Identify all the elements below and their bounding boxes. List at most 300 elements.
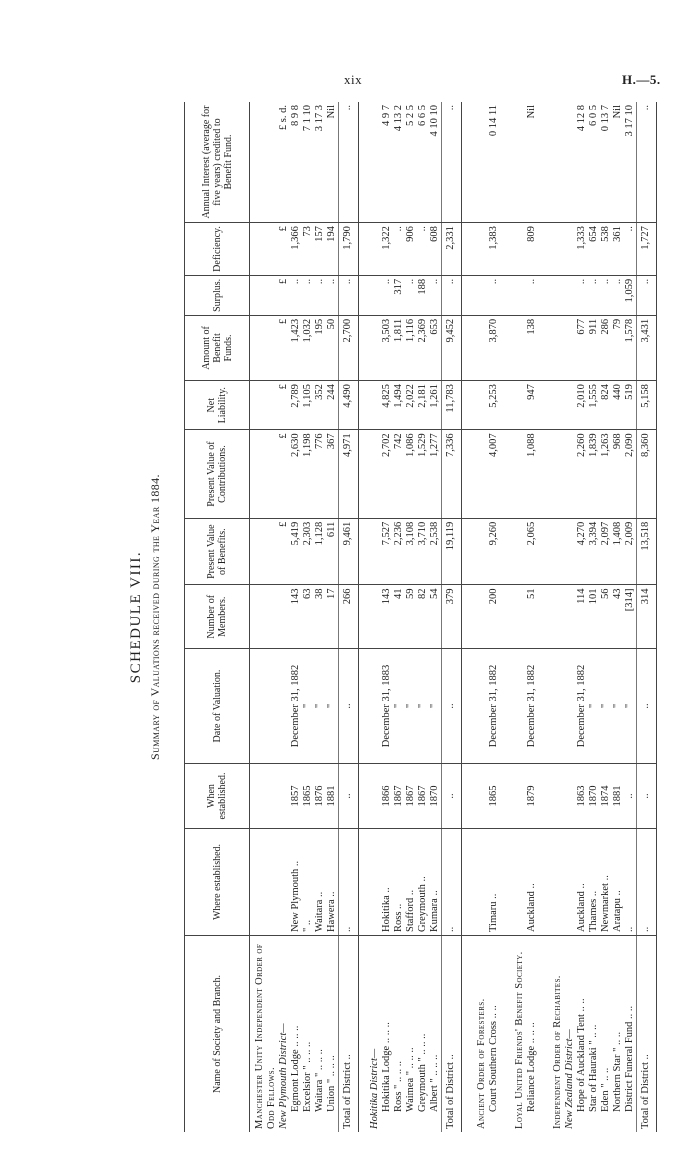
table-cell: 4,270 — [576, 518, 588, 585]
table-cell: 611 — [326, 518, 339, 585]
table-cell — [369, 585, 381, 649]
schedule-title: SCHEDULE VIII. — [128, 550, 144, 684]
table-cell: 317 — [393, 275, 405, 315]
table-cell — [472, 649, 488, 764]
district-row — [278, 102, 290, 1132]
table-cell: 5,158 — [637, 381, 657, 430]
table-cell: 3,431 — [637, 315, 657, 380]
table-cell: 56 — [600, 585, 612, 649]
table-cell: 195 — [314, 315, 326, 380]
table-cell: 7 1 10 — [302, 102, 314, 223]
table-cell: 143 — [290, 585, 302, 649]
table-cell: " — [588, 649, 600, 764]
table-cell: " .. — [302, 829, 314, 936]
table-cell: 352 — [314, 381, 326, 430]
table-cell: 1,578 — [624, 315, 637, 380]
total-row — [442, 102, 462, 1132]
table-cell: 4,490 — [339, 381, 359, 430]
table-cell — [564, 585, 576, 649]
table-cell: Kumara .. — [429, 829, 442, 936]
table-cell — [538, 936, 548, 1133]
table-cell — [369, 223, 381, 276]
table-cell: Hokitika Lodge .. .. .. — [381, 1022, 392, 1112]
table-cell: 968 — [612, 430, 624, 518]
table-cell: 2,630 — [290, 430, 302, 518]
table-cell — [510, 829, 526, 936]
table-cell — [472, 275, 488, 315]
table-cell — [472, 430, 488, 518]
table-cell — [472, 764, 488, 829]
table-cell: 5 2 5 — [405, 102, 417, 223]
table-cell — [359, 381, 370, 430]
table-cell: 138 — [526, 315, 538, 380]
table-cell: Eden " .. .. — [600, 1067, 611, 1112]
table-cell — [538, 518, 548, 585]
table-cell — [359, 649, 370, 764]
table-cell — [500, 649, 510, 764]
table-cell — [369, 518, 381, 585]
table-cell: 1,261 — [429, 381, 442, 430]
table-cell: £ — [278, 518, 290, 585]
table-cell: 4 12 8 — [576, 102, 588, 223]
table-cell: 2,022 — [405, 381, 417, 430]
table-cell: 4 9 7 — [381, 102, 393, 223]
table-cell — [500, 275, 510, 315]
table-cell — [500, 315, 510, 380]
table-cell: 2,010 — [576, 381, 588, 430]
table-cell: 947 — [526, 381, 538, 430]
table-cell: Excelsior " .. .. .. — [302, 1041, 313, 1112]
table-cell: 143 — [381, 585, 393, 649]
table-cell — [500, 936, 510, 1133]
table-cell: Northern Star " .. .. — [612, 1031, 623, 1112]
table-cell: 9,260 — [488, 518, 500, 585]
table-cell: .. — [624, 223, 637, 276]
table-cell: 3,710 — [417, 518, 429, 585]
table-cell: 19,119 — [442, 518, 462, 585]
table-cell: Reliance Lodge .. .. .. — [526, 1022, 537, 1112]
table-cell: .. — [417, 223, 429, 276]
table-row — [612, 102, 624, 1132]
column-header: Amount of Benefit Funds. — [185, 315, 250, 380]
table-cell — [510, 518, 526, 585]
table-cell — [359, 315, 370, 380]
table-cell — [548, 518, 564, 585]
table-cell: 0 13 7 — [600, 102, 612, 223]
society-row — [250, 102, 279, 1132]
table-cell: 2,236 — [393, 518, 405, 585]
table-cell: 82 — [417, 585, 429, 649]
table-cell — [250, 649, 279, 764]
table-cell — [278, 829, 290, 936]
table-cell — [462, 315, 473, 380]
table-cell — [548, 430, 564, 518]
table-cell: 1,059 — [624, 275, 637, 315]
table-cell: 1,088 — [526, 430, 538, 518]
table-cell: Total of District .. — [637, 936, 657, 1133]
table-cell: " — [417, 649, 429, 764]
table-cell: 519 — [624, 381, 637, 430]
table-cell: New Plymouth District— — [278, 1023, 289, 1129]
table-cell: 2,097 — [600, 518, 612, 585]
table-cell: 4,825 — [381, 381, 393, 430]
table-cell — [462, 764, 473, 829]
table-cell: 1,529 — [417, 430, 429, 518]
table-cell: .. — [624, 764, 637, 829]
table-cell: 0 14 11 — [488, 102, 500, 223]
table-cell: 3,394 — [588, 518, 600, 585]
table-cell: Loyal United Friends' Benefit Society. — [514, 951, 525, 1129]
table-cell: " — [326, 649, 339, 764]
table-row — [393, 102, 405, 1132]
table-cell: 2,789 — [290, 381, 302, 430]
table-cell: Waimea " .. .. .. — [405, 1047, 416, 1112]
table-cell: Egmont Lodge .. .. .. — [290, 1025, 301, 1112]
table-cell: .. — [442, 764, 462, 829]
table-row — [488, 102, 500, 1132]
table-cell — [510, 764, 526, 829]
table-cell: 200 — [488, 585, 500, 649]
table-cell: " — [405, 649, 417, 764]
table-cell — [369, 275, 381, 315]
page-reference: H.—5. — [622, 72, 661, 87]
table-cell: 4 10 10 — [429, 102, 442, 223]
table-cell: 1,322 — [381, 223, 393, 276]
table-cell — [538, 381, 548, 430]
table-cell: Hokitika District— — [369, 1048, 380, 1129]
table-cell — [278, 764, 290, 829]
table-cell: [314] — [624, 585, 637, 649]
table-cell: 188 — [417, 275, 429, 315]
total-row — [637, 102, 657, 1132]
table-cell: £ s. d. — [278, 102, 290, 223]
table-cell: .. — [637, 649, 657, 764]
table-cell — [538, 315, 548, 380]
table-row — [600, 102, 612, 1132]
table-cell: Union " .. .. .. — [326, 1055, 337, 1112]
table-cell: £ — [278, 275, 290, 315]
column-header: Date of Valuation. — [185, 649, 250, 764]
table-cell — [548, 381, 564, 430]
table-cell: 63 — [302, 585, 314, 649]
table-cell: 1,494 — [393, 381, 405, 430]
table-cell: Independent Order of Rechabites. — [552, 975, 563, 1129]
table-cell: 50 — [326, 315, 339, 380]
table-cell — [500, 585, 510, 649]
table-cell — [510, 102, 526, 223]
table-cell: 2,702 — [381, 430, 393, 518]
table-cell: 194 — [326, 223, 339, 276]
column-header: When established. — [185, 764, 250, 829]
table-cell: 1870 — [588, 764, 600, 829]
table-cell: December 31, 1882 — [576, 649, 588, 764]
table-cell: .. — [314, 275, 326, 315]
table-cell: 654 — [588, 223, 600, 276]
table-cell: .. — [624, 829, 637, 936]
page-number: xix — [344, 72, 363, 87]
table-cell: 1867 — [417, 764, 429, 829]
table-cell — [462, 649, 473, 764]
table-cell: 1,263 — [600, 430, 612, 518]
table-cell: 3,108 — [405, 518, 417, 585]
table-cell — [462, 829, 473, 936]
table-cell: .. — [429, 275, 442, 315]
table-cell: 1,128 — [314, 518, 326, 585]
table-cell: Ross " .. .. .. — [393, 1061, 404, 1112]
schedule-subtitle: Summary of Valuations received during the Year 1884. — [148, 474, 162, 760]
table-cell: 1,555 — [588, 381, 600, 430]
district-row — [369, 102, 381, 1132]
table-cell — [538, 764, 548, 829]
table-cell: 79 — [612, 315, 624, 380]
table-cell — [472, 829, 488, 936]
table-cell: .. — [600, 275, 612, 315]
table-cell — [538, 649, 548, 764]
table-cell: 2,065 — [526, 518, 538, 585]
table-cell — [250, 430, 279, 518]
table-cell — [548, 829, 564, 936]
table-row — [381, 102, 393, 1132]
table-cell: Albert " .. .. .. — [429, 1054, 440, 1112]
rotated-schedule — [128, 102, 668, 1132]
table-cell: 59 — [405, 585, 417, 649]
table-cell — [369, 315, 381, 380]
table-cell: 824 — [600, 381, 612, 430]
table-cell — [538, 102, 548, 223]
table-cell — [510, 585, 526, 649]
table-cell — [564, 764, 576, 829]
table-row — [302, 102, 314, 1132]
table-cell — [548, 649, 564, 764]
table-cell: 4 13 2 — [393, 102, 405, 223]
table-cell: 13,518 — [637, 518, 657, 585]
table-cell: 1857 — [290, 764, 302, 829]
table-cell — [538, 585, 548, 649]
table-cell — [472, 518, 488, 585]
table-cell: 1,423 — [290, 315, 302, 380]
table-cell: Hawera .. — [326, 829, 339, 936]
table-row — [314, 102, 326, 1132]
table-cell: Timaru .. — [488, 829, 500, 936]
table-cell: 1863 — [576, 764, 588, 829]
table-cell — [500, 102, 510, 223]
table-cell: Greymouth " .. .. .. — [417, 1033, 428, 1112]
table-cell — [359, 764, 370, 829]
table-cell — [278, 585, 290, 649]
table-body — [250, 102, 657, 1132]
table-cell: 3 17 3 — [314, 102, 326, 223]
table-cell: 114 — [576, 585, 588, 649]
table-cell: .. — [381, 275, 393, 315]
table-cell: " — [624, 649, 637, 764]
table-cell — [500, 518, 510, 585]
table-cell: £ — [278, 430, 290, 518]
table-cell: 1881 — [326, 764, 339, 829]
table-cell: 1,333 — [576, 223, 588, 276]
column-header: Where established. — [185, 829, 250, 936]
table-cell: Thames .. — [588, 829, 600, 936]
table-row — [405, 102, 417, 1132]
table-cell: .. — [405, 275, 417, 315]
table-cell: 3,503 — [381, 315, 393, 380]
table-cell: 1865 — [302, 764, 314, 829]
table-cell: .. — [339, 764, 359, 829]
table-cell: " — [393, 649, 405, 764]
table-cell — [538, 430, 548, 518]
table-cell — [278, 649, 290, 764]
table-cell — [564, 381, 576, 430]
header-row — [185, 102, 250, 1132]
table-cell: .. — [526, 275, 538, 315]
table-cell — [510, 223, 526, 276]
table-cell — [538, 829, 548, 936]
table-cell: 41 — [393, 585, 405, 649]
table-cell: 5,419 — [290, 518, 302, 585]
table-cell: 2,538 — [429, 518, 442, 585]
table-cell: 2,260 — [576, 430, 588, 518]
table-cell — [359, 430, 370, 518]
table-cell: .. — [637, 275, 657, 315]
table-cell: 1,116 — [405, 315, 417, 380]
society-row — [548, 102, 564, 1132]
table-cell — [510, 430, 526, 518]
table-cell — [462, 102, 473, 223]
table-cell: 7,527 — [381, 518, 393, 585]
table-cell: Stafford .. — [405, 829, 417, 936]
table-cell: .. — [302, 275, 314, 315]
table-cell — [250, 315, 279, 380]
table-cell: .. — [442, 649, 462, 764]
table-cell: Hope of Auckland Tent .. .. — [576, 998, 587, 1112]
table-row — [417, 102, 429, 1132]
column-header: Surplus. — [185, 275, 250, 315]
spacer-row — [538, 102, 548, 1132]
table-cell — [500, 223, 510, 276]
table-cell: 742 — [393, 430, 405, 518]
table-cell — [359, 585, 370, 649]
spacer-row — [462, 102, 473, 1132]
table-cell: 906 — [405, 223, 417, 276]
table-cell: 6 0 5 — [588, 102, 600, 223]
table-cell: 2,700 — [339, 315, 359, 380]
table-cell — [250, 518, 279, 585]
table-cell — [359, 102, 370, 223]
table-cell: Star of Hauraki " .. .. — [588, 1024, 599, 1112]
table-cell — [359, 518, 370, 585]
table-cell — [564, 649, 576, 764]
table-cell: 8 9 8 — [290, 102, 302, 223]
table-cell: 776 — [314, 430, 326, 518]
table-cell: .. — [442, 829, 462, 936]
table-row — [576, 102, 588, 1132]
table-cell: 1,105 — [302, 381, 314, 430]
column-header: Number of Members. — [185, 585, 250, 649]
total-row — [339, 102, 359, 1132]
table-cell: 1,198 — [302, 430, 314, 518]
table-cell — [462, 936, 473, 1133]
table-cell: 440 — [612, 381, 624, 430]
table-cell — [462, 275, 473, 315]
society-row — [510, 102, 526, 1132]
table-cell — [548, 102, 564, 223]
table-cell: " — [612, 649, 624, 764]
table-cell — [500, 829, 510, 936]
table-cell: District Funeral Fund .. .. — [624, 1005, 635, 1112]
table-cell — [548, 764, 564, 829]
table-cell: 1870 — [429, 764, 442, 829]
table-cell — [359, 275, 370, 315]
table-cell: 379 — [442, 585, 462, 649]
table-cell: Auckland .. — [576, 829, 588, 936]
table-cell: " — [314, 649, 326, 764]
table-cell: 266 — [339, 585, 359, 649]
table-cell — [564, 315, 576, 380]
table-cell — [564, 275, 576, 315]
table-cell — [564, 430, 576, 518]
column-header: Name of Society and Branch. — [185, 936, 250, 1133]
table-cell: 2,303 — [302, 518, 314, 585]
table-cell — [500, 430, 510, 518]
table-row — [290, 102, 302, 1132]
table-cell: 4,007 — [488, 430, 500, 518]
table-cell: 11,783 — [442, 381, 462, 430]
table-cell — [359, 936, 370, 1133]
table-cell — [462, 381, 473, 430]
table-cell: .. — [339, 649, 359, 764]
table-cell: 3 17 10 — [624, 102, 637, 223]
table-cell: 809 — [526, 223, 538, 276]
table-cell: 538 — [600, 223, 612, 276]
table-cell — [369, 381, 381, 430]
table-cell — [548, 315, 564, 380]
table-cell: 286 — [600, 315, 612, 380]
table-cell — [359, 223, 370, 276]
column-header: Present Value of Benefits. — [185, 518, 250, 585]
table-cell: 911 — [588, 315, 600, 380]
table-cell: £ — [278, 223, 290, 276]
table-cell — [510, 649, 526, 764]
table-cell: .. — [442, 102, 462, 223]
table-cell — [250, 381, 279, 430]
table-cell: Waitara .. — [314, 829, 326, 936]
table-cell — [510, 315, 526, 380]
table-cell: .. — [576, 275, 588, 315]
table-cell: £ — [278, 381, 290, 430]
table-cell — [369, 430, 381, 518]
table-cell — [538, 275, 548, 315]
table-cell — [538, 223, 548, 276]
table-cell: December 31, 1882 — [488, 649, 500, 764]
table-cell — [369, 764, 381, 829]
valuations-table — [184, 102, 657, 1132]
table-cell — [250, 275, 279, 315]
table-cell — [472, 381, 488, 430]
table-cell: " — [429, 649, 442, 764]
table-cell: 101 — [588, 585, 600, 649]
table-cell: 7,336 — [442, 430, 462, 518]
table-cell: 2,369 — [417, 315, 429, 380]
table-cell — [564, 829, 576, 936]
table-cell: Auckland .. — [526, 829, 538, 936]
table-cell — [462, 585, 473, 649]
table-cell: .. — [637, 102, 657, 223]
table-cell: 1876 — [314, 764, 326, 829]
table-cell: 1,790 — [339, 223, 359, 276]
table-cell — [462, 518, 473, 585]
table-cell: .. — [588, 275, 600, 315]
table-cell — [472, 315, 488, 380]
table-cell — [369, 102, 381, 223]
